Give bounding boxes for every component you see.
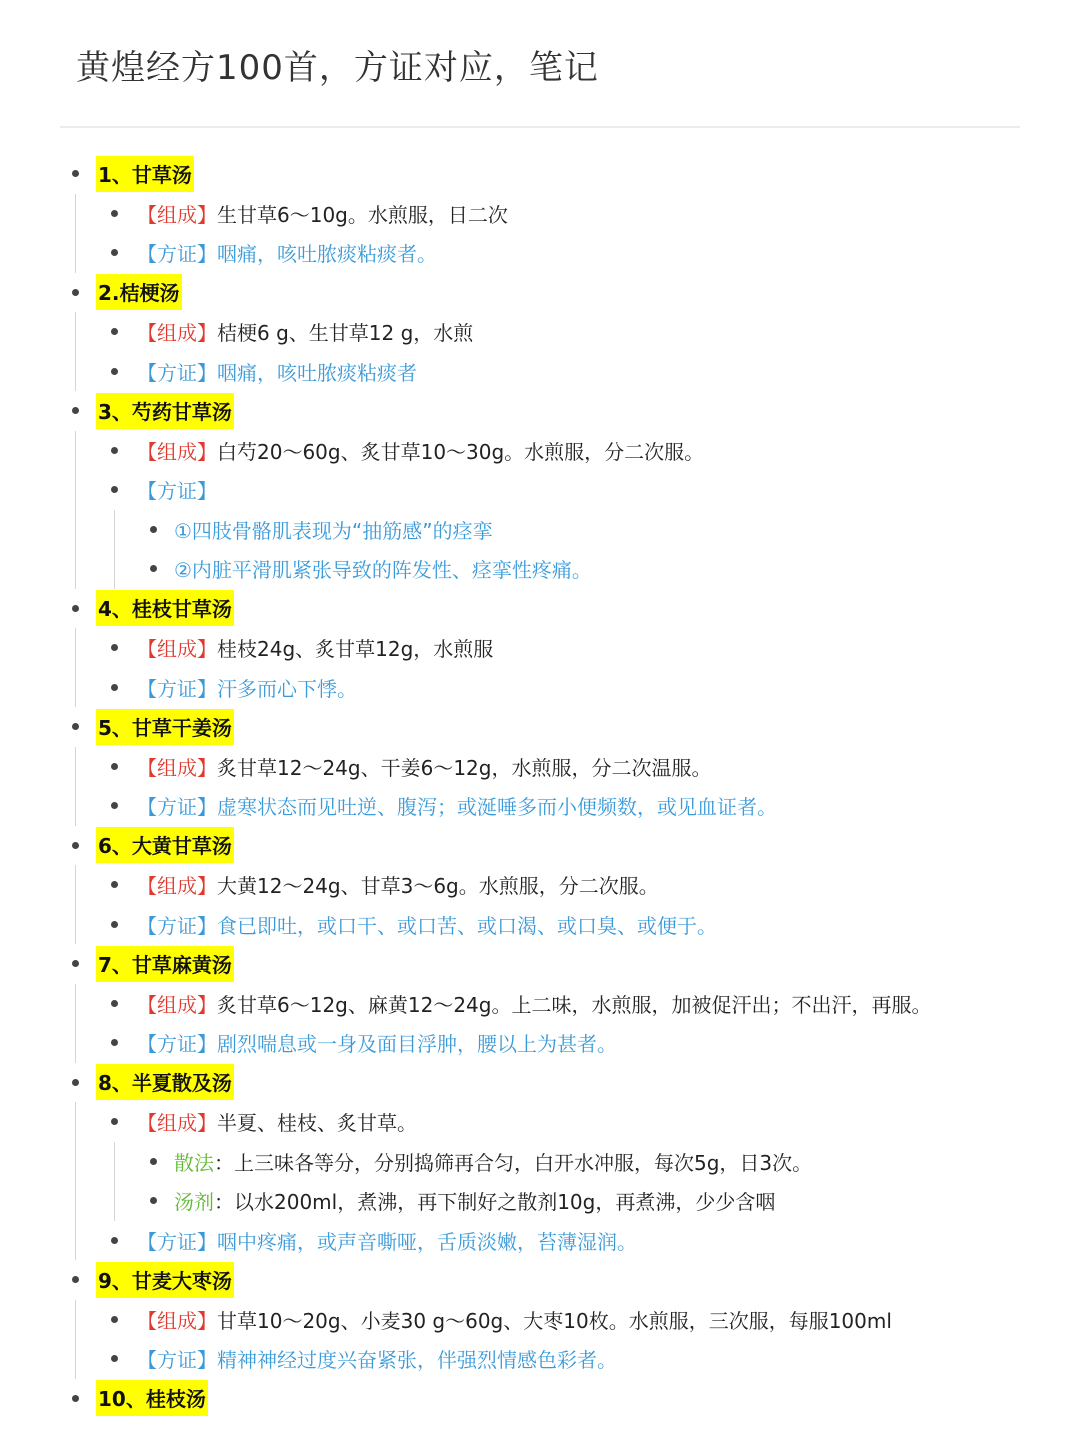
indication-label: 【方证】: [137, 795, 217, 820]
composition-label: 【组成】: [137, 1308, 217, 1333]
bullet-icon: [111, 1039, 118, 1046]
composition-text: 桔梗6 g、生甘草12 g，水煎: [217, 321, 474, 346]
composition-row: [0, 628, 1080, 668]
formula-heading: 8、半夏散及汤: [96, 1064, 234, 1100]
composition-label: 【组成】: [137, 637, 217, 662]
indication-row: [0, 352, 1080, 392]
bullet-icon: [150, 526, 157, 533]
bullet-icon: [111, 802, 118, 809]
formula-heading-row: [0, 154, 1080, 194]
formula-heading: 9、甘麦大枣汤: [96, 1262, 234, 1298]
formula-heading: 5、甘草干姜汤: [96, 709, 234, 745]
indication-label: 【方证】: [137, 479, 217, 504]
composition-text: 桂枝24g、炙甘草12g，水煎服: [217, 637, 494, 662]
composition-row: [0, 194, 1080, 234]
bullet-icon: [111, 684, 118, 691]
bullet-icon: [111, 1316, 118, 1323]
indication-label: 【方证】: [137, 913, 217, 938]
formula-heading: 4、桂枝甘草汤: [96, 590, 234, 626]
indication-label: 【方证】: [137, 360, 217, 385]
bullet-icon: [111, 1118, 118, 1125]
composition-row: [0, 984, 1080, 1024]
formula-heading-row: [0, 1260, 1080, 1300]
bullet-icon: [72, 1395, 79, 1402]
bullet-icon: [111, 881, 118, 888]
indication-text: 精神神经过度兴奋紧张，伴强烈情感色彩者。: [217, 1348, 617, 1373]
composition-label: 【组成】: [137, 992, 217, 1017]
formula-heading: 3、芍药甘草汤: [96, 393, 234, 429]
bullet-icon: [111, 368, 118, 375]
formula-heading: 6、大黄甘草汤: [96, 827, 234, 863]
title-divider: [60, 126, 1020, 128]
indication-label: 【方证】: [137, 1229, 217, 1254]
indication-row: [0, 905, 1080, 945]
formula-heading-row: [0, 707, 1080, 747]
bullet-icon: [111, 486, 118, 493]
indication-label: 【方证】: [137, 1032, 217, 1057]
preparation-row: [0, 1181, 1080, 1221]
bullet-icon: [111, 921, 118, 928]
bullet-icon: [111, 644, 118, 651]
formula-heading-row: [0, 391, 1080, 431]
preparation-label: 汤剂: [174, 1190, 214, 1215]
composition-row: [0, 865, 1080, 905]
composition-text: 炙甘草6～12g、麻黄12～24g。上二味，水煎服，加被促汗出；不出汗，再服。: [217, 992, 932, 1017]
bullet-icon: [111, 1000, 118, 1007]
indication-text: 剧烈喘息或一身及面目浮肿，腰以上为甚者。: [217, 1032, 617, 1057]
composition-label: 【组成】: [137, 874, 217, 899]
indication-text: 咽痛，咳吐脓痰粘痰者: [217, 360, 417, 385]
composition-text: 甘草10～20g、小麦30 g～60g、大枣10枚。水煎服，三次服，每服100ml: [217, 1308, 892, 1333]
indication-subitem-row: [0, 510, 1080, 550]
bullet-icon: [72, 407, 79, 414]
bullet-icon: [72, 723, 79, 730]
formula-heading: 10、桂枝汤: [96, 1380, 208, 1416]
composition-text: 生甘草6～10g。水煎服，日二次: [217, 202, 508, 227]
formula-heading: 2.桔梗汤: [96, 274, 182, 310]
formula-section-7: [0, 944, 1080, 1063]
page-title: 黄煌经方100首，方证对应，笔记: [76, 48, 599, 88]
composition-row: [0, 1102, 1080, 1142]
composition-row: [0, 1300, 1080, 1340]
formula-heading: 7、甘草麻黄汤: [96, 946, 234, 982]
indication-label: 【方证】: [137, 676, 217, 701]
composition-row: [0, 747, 1080, 787]
composition-label: 【组成】: [137, 1111, 217, 1136]
indication-subitem: ②内脏平滑肌紧张导致的阵发性、痉挛性疼痛。: [174, 558, 592, 583]
bullet-icon: [72, 289, 79, 296]
preparation-text: ：上三味各等分，分别捣筛再合匀，白开水冲服，每次5g，日3次。: [214, 1150, 813, 1175]
indication-text: 咽中疼痛，或声音嘶哑，舌质淡嫩，苔薄湿润。: [217, 1229, 637, 1254]
indication-label: 【方证】: [137, 242, 217, 267]
formula-section-9: [0, 1260, 1080, 1379]
bullet-icon: [111, 763, 118, 770]
indication-row: [0, 1023, 1080, 1063]
indication-label: 【方证】: [137, 1348, 217, 1373]
bullet-icon: [72, 960, 79, 967]
formula-section-5: [0, 707, 1080, 826]
composition-label: 【组成】: [137, 202, 217, 227]
indication-text: 咽痛，咳吐脓痰粘痰者。: [217, 242, 437, 267]
composition-text: 炙甘草12～24g、干姜6～12g，水煎服，分二次温服。: [217, 755, 712, 780]
composition-label: 【组成】: [137, 439, 217, 464]
composition-row: [0, 431, 1080, 471]
indication-row: [0, 786, 1080, 826]
formula-heading-row: [0, 826, 1080, 866]
formula-section-3: [0, 391, 1080, 589]
composition-row: [0, 312, 1080, 352]
bullet-icon: [72, 170, 79, 177]
indication-row: [0, 470, 1080, 510]
formula-heading-row: [0, 273, 1080, 313]
indication-text: 虚寒状态而见吐逆、腹泻；或涎唾多而小便频数，或见血证者。: [217, 795, 777, 820]
bullet-icon: [111, 1237, 118, 1244]
bullet-icon: [72, 842, 79, 849]
indication-row: [0, 1339, 1080, 1379]
indication-text: 汗多而心下悸。: [217, 676, 357, 701]
preparation-text: ：以水200ml，煮沸，再下制好之散剂10g，再煮沸，少少含咽: [214, 1190, 776, 1215]
bullet-icon: [150, 565, 157, 572]
indication-row: [0, 668, 1080, 708]
formula-heading: 1、甘草汤: [96, 156, 194, 192]
formula-section-8: [0, 1063, 1080, 1261]
composition-label: 【组成】: [137, 755, 217, 780]
indication-subitem: ①四肢骨骼肌表现为“抽筋感”的痉挛: [174, 518, 493, 543]
bullet-icon: [111, 210, 118, 217]
bullet-icon: [72, 605, 79, 612]
formula-section-1: [0, 154, 1080, 273]
preparation-label: 散法: [174, 1150, 214, 1175]
bullet-icon: [111, 249, 118, 256]
composition-text: 白芍20～60g、炙甘草10～30g。水煎服，分二次服。: [217, 439, 705, 464]
indication-row: [0, 1221, 1080, 1261]
bullet-icon: [150, 1158, 157, 1165]
formula-section-2: [0, 273, 1080, 392]
preparation-row: [0, 1142, 1080, 1182]
formula-section-4: [0, 589, 1080, 708]
indication-row: [0, 233, 1080, 273]
composition-label: 【组成】: [137, 321, 217, 346]
bullet-icon: [111, 447, 118, 454]
composition-text: 大黄12～24g、甘草3～6g。水煎服，分二次服。: [217, 874, 659, 899]
formula-heading-row: [0, 1379, 1080, 1419]
indication-subitem-row: [0, 549, 1080, 589]
bullet-icon: [150, 1197, 157, 1204]
formula-section-10: [0, 1379, 1080, 1419]
formula-heading-row: [0, 589, 1080, 629]
bullet-icon: [72, 1079, 79, 1086]
bullet-icon: [72, 1276, 79, 1283]
formula-list: [0, 154, 1080, 1418]
indication-text: 食已即吐，或口干、或口苦、或口渴、或口臭、或便于。: [217, 913, 717, 938]
formula-section-6: [0, 826, 1080, 945]
bullet-icon: [111, 328, 118, 335]
formula-heading-row: [0, 944, 1080, 984]
bullet-icon: [111, 1355, 118, 1362]
formula-heading-row: [0, 1063, 1080, 1103]
composition-text: 半夏、桂枝、炙甘草。: [217, 1111, 417, 1136]
